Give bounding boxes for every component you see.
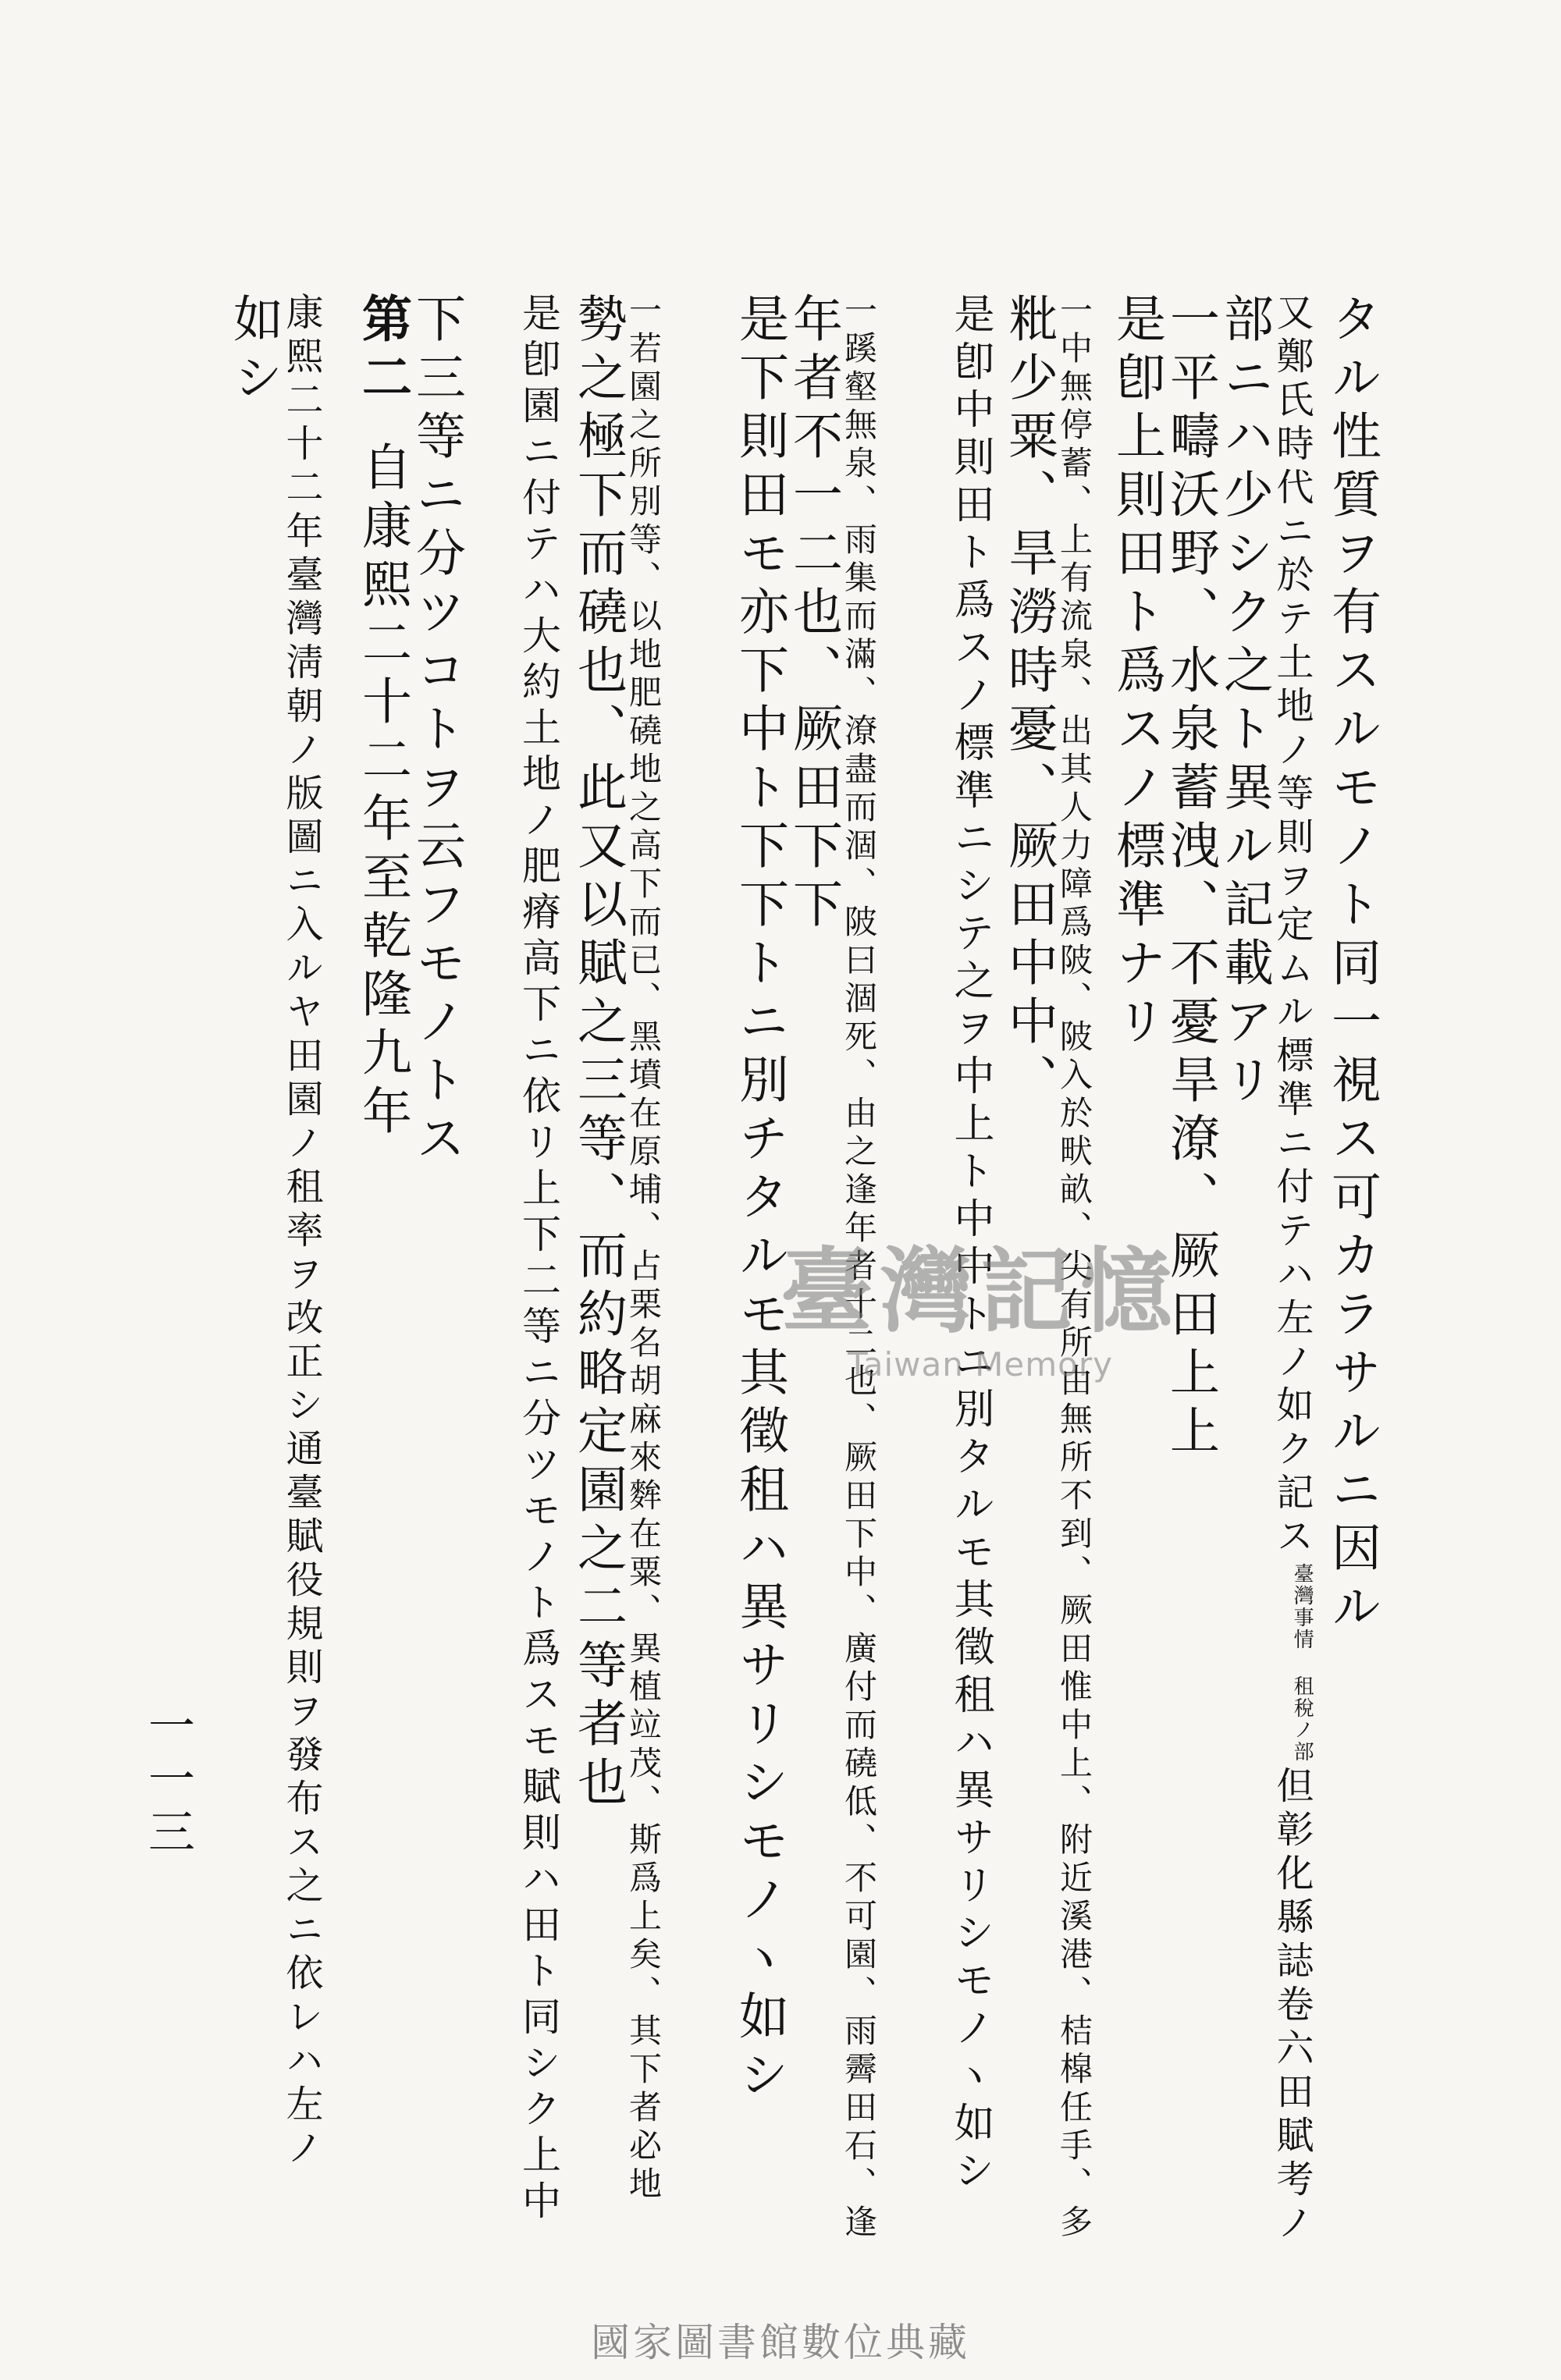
text-column-14: 是卽園ニ付テハ大約土地ノ肥瘠高下ニ依リ上下二等ニ分ツモノト爲スモ賦則ハ田ト同シク上中: [516, 293, 561, 2226]
text-column-5: 是卽上則田ト爲スノ標準ナリ: [1108, 293, 1165, 1053]
text-column-17: 康熙二十二年臺灣淸朝ノ版圖ニ入ルヤ田園ノ租率ヲ改正シ通臺賦役規則ヲ發布ス之ニ依レハ左ノ: [279, 293, 323, 2172]
text-column-15: 下三等ニ分ツコトヲ云フモノトス: [407, 293, 465, 1170]
text-column-7: 粃少粟、旱澇時憂、厥田中中、: [1000, 293, 1058, 1112]
text-column-13: 勢之極下而磽也、此又以賦之三等、而約略定園之二等者也: [569, 293, 627, 1814]
section-heading: 第二: [354, 293, 412, 410]
text-column-16: [354, 293, 412, 1143]
text-column-10: 年者不一二也、厥田下下: [784, 293, 842, 936]
text-column-3: 部ニハ少シク之ト異ル記載アリ: [1215, 293, 1273, 1112]
column-2-text-after: 但彰化縣誌卷六田賦考ノ: [1270, 1766, 1314, 2247]
text-column-9: 一蹊壑無泉、雨集而滿、潦盡而涸、陂曰涸死、由之逢年者十二也、厥田下中、廣付而磽低、不可園、雨霽田石、逢: [840, 293, 878, 2243]
text-column-1: タル性質ヲ有スルモノト同一視ス可カラサルニ因ル: [1323, 293, 1381, 1639]
watermark-en: Taiwan Memory: [848, 1345, 1113, 1384]
text-column-2: [1270, 293, 1314, 2247]
text-column-8: 是卽中則田ト爲スノ標準ニシテ之ヲ中上ト中中トニ別タルモ其徵租ハ異サリシモノヽ如シ: [947, 293, 994, 2197]
watermark-logo: [780, 1217, 1180, 1384]
watermark-cjk: 臺灣記憶: [780, 1238, 1181, 1345]
text-column-4: 一平疇沃野、水泉蓄洩、不憂旱潦、厥田上上: [1161, 293, 1219, 1463]
footer-credit: 國家圖書館數位典藏: [591, 2320, 970, 2365]
text-column-11: 是下則田モ亦下中ト下下トニ別チタルモ其徵租ハ異サリシモノヽ如シ: [731, 293, 788, 2107]
section-title: 自康熙二十二年至乾隆九年: [354, 441, 411, 1143]
text-column-6: 一中無停蓄、上有流泉、出其人力障爲陂、陂入於畎畝、尖有所由無所不到、厥田惟中上、附近溪港、桔槹任手、多: [1055, 293, 1093, 2243]
text-column-18: 如シ: [225, 293, 283, 410]
page-number: 一一三: [140, 1701, 195, 1860]
text-column-12: 一若園之所別等、以地肥磽地之高下而已、黑墳在原埔、占栗名胡麻來麰在粟、異植竝茂、斯爲上矣、其下者必地: [624, 293, 663, 2204]
inline-note: 臺灣事情 租稅ノ部: [1290, 1563, 1314, 1763]
column-2-text: 又鄭氏時代ニ於テ土地ノ等則ヲ定ムル標準ニ付テハ左ノ如ク記ス: [1270, 293, 1314, 1560]
